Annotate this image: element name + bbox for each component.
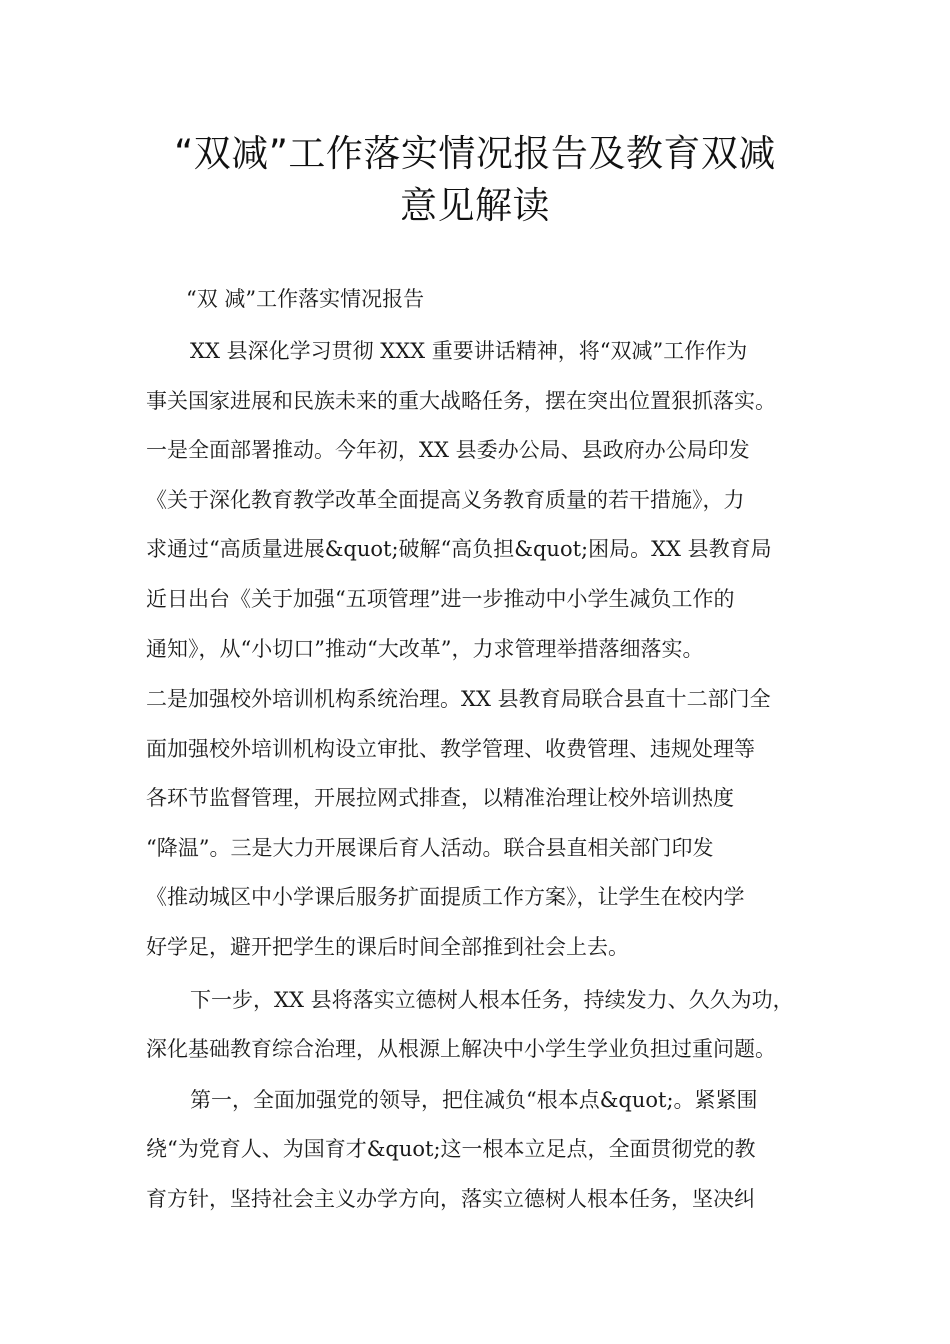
paragraph-line: 求通过“高质量进展&quot;破解“高负担&quot;困局。XX 县教育局 [146, 537, 772, 561]
paragraph-line: 《关于深化教育教学改革全面提高义务教育质量的若干措施》，力 [146, 488, 745, 512]
paragraph-line: 一是全面部署推动。今年初，XX 县委办公局、县政府办公局印发 [146, 438, 750, 462]
paragraph-line: 二是加强校外培训机构系统治理。XX 县教育局联合县直十二部门全 [146, 687, 771, 711]
paragraph-line: 绕“为党育人、为国育才&quot;这一根本立足点，全面贯彻党的教 [146, 1137, 756, 1161]
paragraph-line: 好学足，避开把学生的课后时间全部推到社会上去。 [146, 935, 629, 959]
paragraph-line: 事关国家进展和民族未来的重大战略任务，摆在突出位置狠抓落实。 [146, 389, 776, 413]
paragraph-line: 下一步，XX 县将落实立德树人根本任务，持续发力、久久为功， [190, 988, 794, 1012]
paragraph-line: 深化基础教育综合治理，从根源上解决中小学生学业负担过重问题。 [146, 1037, 776, 1061]
paragraph-line: “降温”。三是大力开展课后育人活动。联合县直相关部门印发 [146, 836, 714, 860]
section-heading: “双 减”工作落实情况报告 [186, 287, 425, 311]
paragraph-line: 面加强校外培训机构设立审批、教学管理、收费管理、违规处理等 [146, 737, 755, 761]
paragraph-line: 近日出台《关于加强“五项管理”进一步推动中小学生减负工作的 [146, 587, 735, 611]
paragraph-line: 各环节监督管理，开展拉网式排查，以精准治理让校外培训热度 [146, 786, 734, 810]
document-title [120, 128, 830, 232]
paragraph-line: 第一，全面加强党的领导，把住减负“根本点&quot;。紧紧围 [190, 1088, 758, 1112]
paragraph-line: 《推动城区中小学课后服务扩面提质工作方案》，让学生在校内学 [146, 885, 745, 909]
paragraph-line: 育方针，坚持社会主义办学方向，落实立德树人根本任务，坚决纠 [146, 1187, 755, 1211]
title-line-2: 意见解读 [400, 184, 550, 227]
paragraph-line: XX 县深化学习贯彻 XXX 重要讲话精神，将“双减”工作作为 [190, 339, 748, 363]
title-line-1: “双减”工作落实情况报告及教育双减 [174, 132, 776, 175]
paragraph-line: 通知》，从“小切口”推动“大改革”，力求管理举措落细落实。 [146, 637, 704, 661]
